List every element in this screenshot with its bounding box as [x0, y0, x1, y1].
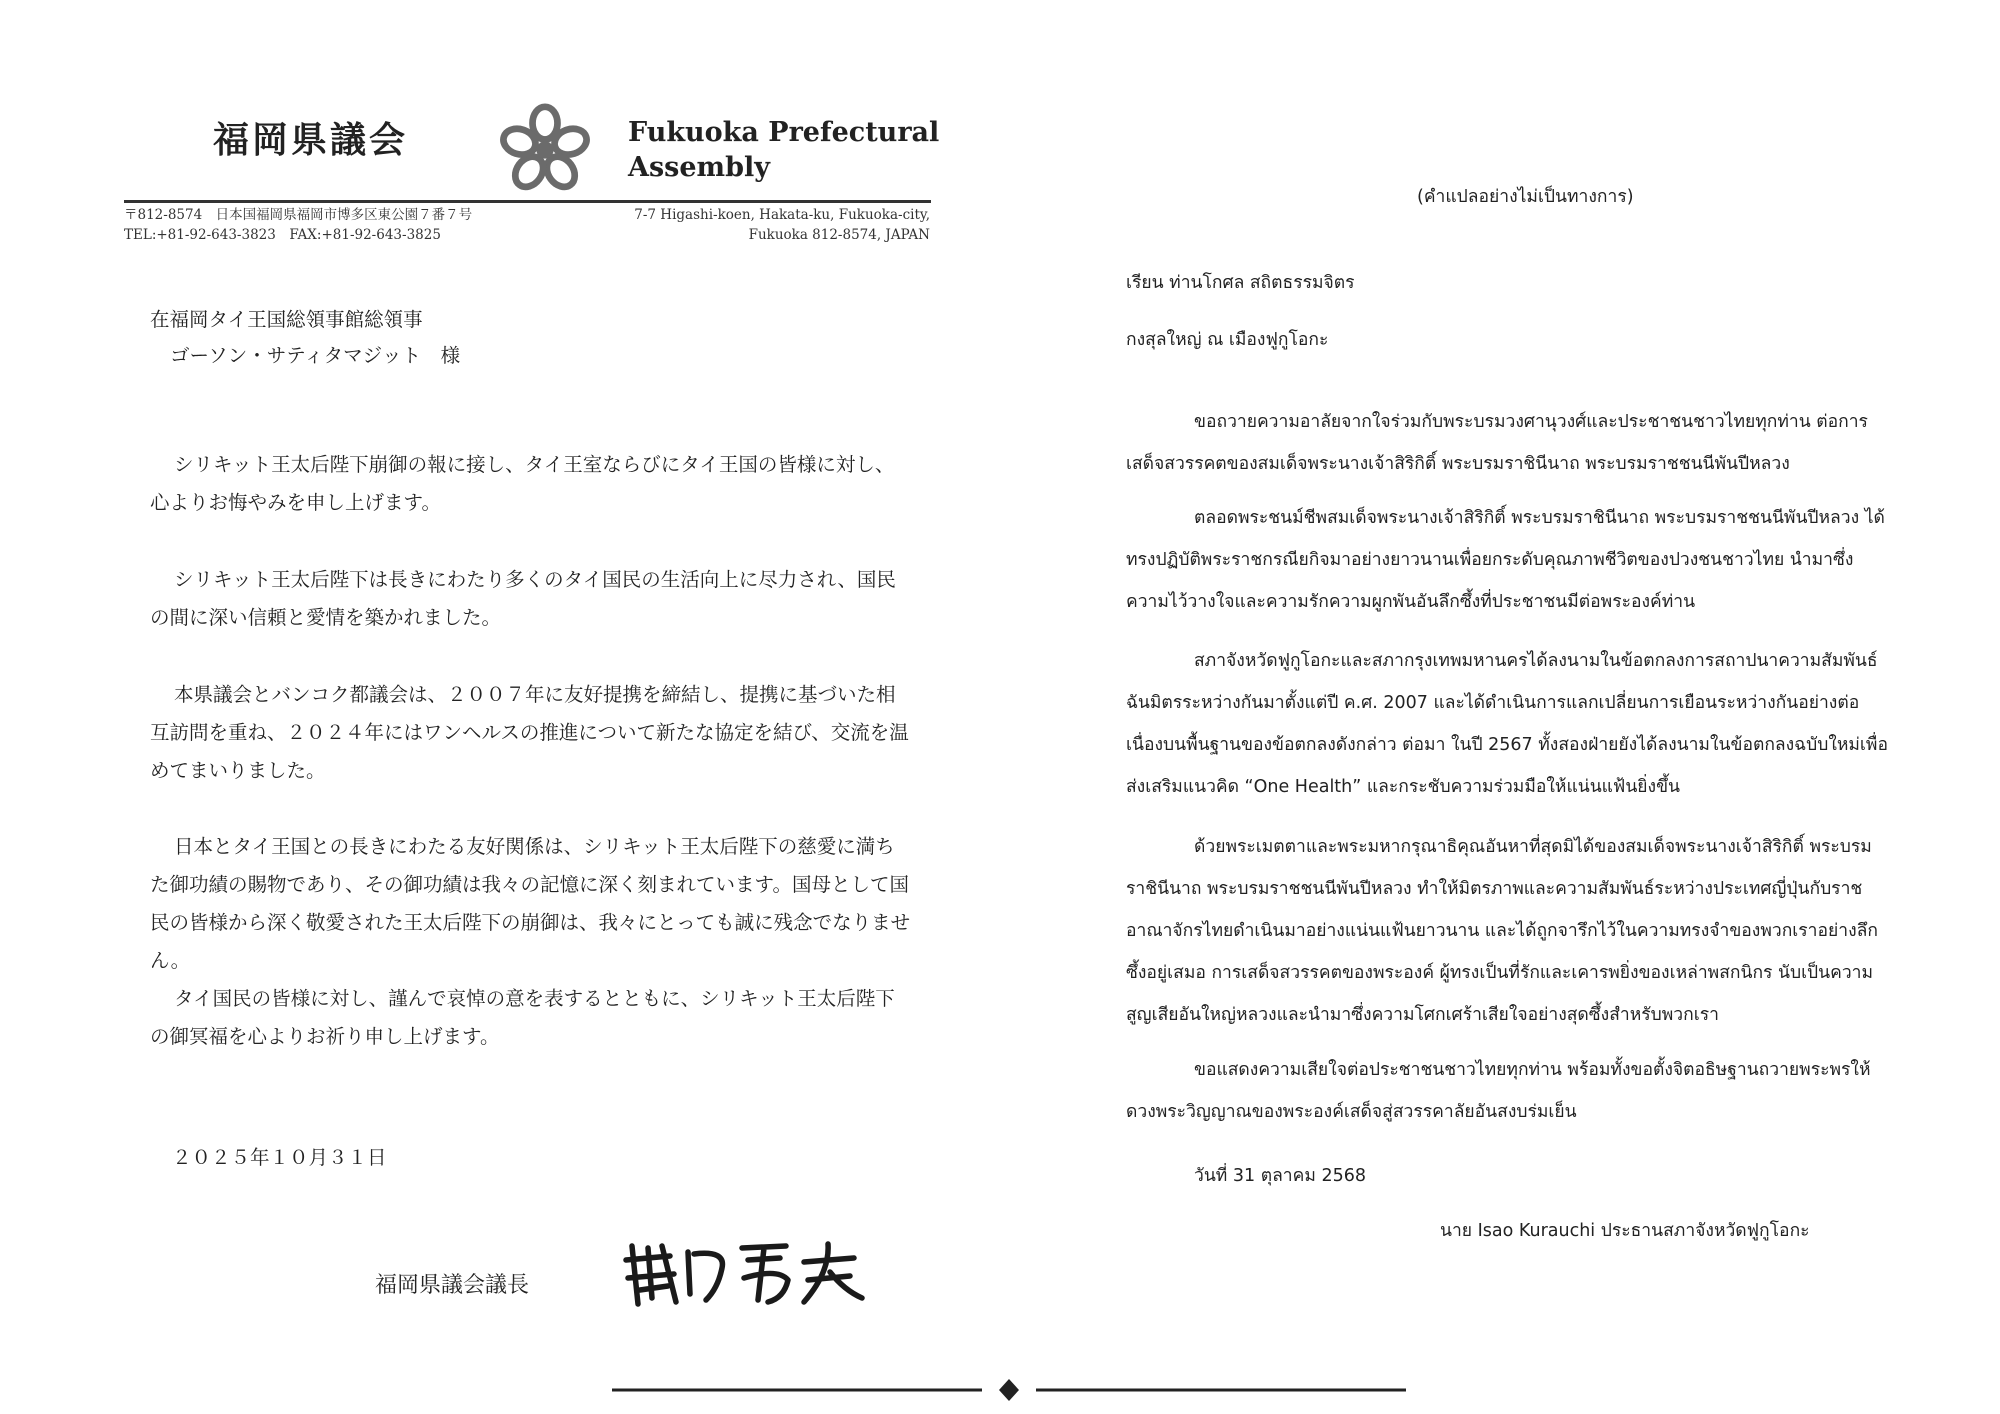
handwritten-signature	[618, 1238, 868, 1310]
letterhead-rule	[124, 200, 931, 203]
thai-paragraph-1: ขอถวายความอาลัยจากใจร่วมกับพระบรมวงศานุวงศ์และประชาชนชาวไทยทุกท่าน ต่อการเสด็จสวรรคตของสมเด็จพระนางเจ้าสิริกิติ์ พระบรมราชินีนาถ พระบรมราชชนนีพันปีหลวง	[1126, 412, 1868, 474]
jp-recipient-line1: 在福岡タイ王国総領事館総領事	[150, 308, 423, 331]
jp-paragraph-3: 本県議会とバンコク都議会は、２００７年に友好提携を締結し、提携に基づいた相互訪問を重ね、２０２４年にはワンヘルスの推進について新たな協定を結び、交流を温めてまいりました。	[150, 683, 909, 782]
jp-paragraph-1: シリキット王太后陛下崩御の報に接し、タイ王室ならびにタイ王国の皆様に対し、心よりお悔やみを申し上げます。	[150, 453, 895, 514]
assembly-name-japanese: 福岡県議会	[213, 119, 409, 161]
address-block-left	[124, 205, 472, 245]
jp-date: ２０２５年１０月３１日	[172, 1146, 387, 1169]
thai-title: กงสุลใหญ่ ณ เมืองฟูกูโอกะ	[1126, 330, 1329, 350]
jp-recipient	[150, 302, 460, 374]
address-english-line2: Fukuoka 812-8574, JAPAN	[748, 227, 930, 243]
thai-date: วันที่ 31 ตุลาคม 2568	[1194, 1166, 1366, 1186]
translation-note: (คำแปลอย่างไม่เป็นทางการ)	[1417, 187, 1634, 207]
address-japanese: 〒812-8574 日本国福岡県福岡市博多区東公園７番７号	[124, 207, 473, 223]
divider-diamond-icon	[999, 1379, 1019, 1401]
jp-paragraph-2: シリキット王太后陛下は長きにわたり多くのタイ国民の生活向上に尽力され、国民の間に深い信頼と愛情を築かれました。	[150, 568, 896, 629]
fukuoka-emblem-icon	[497, 102, 593, 198]
jp-paragraph-5: タイ国民の皆様に対し、謹んで哀悼の意を表するとともに、シリキット王太后陛下の御冥福を心よりお祈り申し上げます。	[150, 987, 895, 1048]
tel-fax: TEL:+81-92-643-3823 FAX:+81-92-643-3825	[124, 227, 441, 243]
thai-salutation: เรียน ท่านโกศล สถิตธรรมจิตร	[1126, 273, 1355, 293]
page-divider-ornament	[612, 1379, 1406, 1401]
thai-paragraph-4: ด้วยพระเมตตาและพระมหากรุณาธิคุณอันหาที่สุดมิได้ของสมเด็จพระนางเจ้าสิริกิติ์ พระบรมราชินีนาถ พระบรมราชชนนีพันปีหลวง ทำให้มิตรภาพและความสัมพันธ์ระหว่างประเทศญี่ปุ่นกับราชอาณาจักรไทยดำเนินมาอย่างแน่นแฟ้นยาวนาน และได้ถูกจารึกไว้ในความทรงจำของพวกเราอย่างลึกซึ้งอยู่เสมอ การเสด็จสวรรคตของพระองค์ ผู้ทรงเป็นที่รักและเคารพยิ่งของเหล่าพสกนิกร นับเป็นความสูญเสียอันใหญ่หลวงและนำมาซึ่งความโศกเศร้าเสียใจอย่างสุดซึ้งสำหรับพวกเรา	[1126, 837, 1878, 1025]
thai-paragraph-3: สภาจังหวัดฟูกูโอกะและสภากรุงเทพมหานครได้ลงนามในข้อตกลงการสถาปนาความสัมพันธ์ฉันมิตรระหว่างกันมาตั้งแต่ปี ค.ศ. 2007 และได้ดำเนินการแลกเปลี่ยนการเยือนระหว่างกันอย่างต่อเนื่องบนพื้นฐานของข้อตกลงดังกล่าว ต่อมา ในปี 2567 ทั้งสองฝ่ายยังได้ลงนามในข้อตกลงฉบับใหม่เพื่อส่งเสริมแนวคิด “One Health” และกระชับความร่วมมือให้แน่นแฟ้นยิ่งขึ้น	[1126, 651, 1888, 797]
jp-signatory-title: 福岡県議会議長	[375, 1273, 530, 1298]
address-english-line1: 7-7 Higashi-koen, Hakata-ku, Fukuoka-city,	[634, 207, 930, 223]
jp-paragraph-4: 日本とタイ王国との長きにわたる友好関係は、シリキット王太后陛下の慈愛に満ちた御功績の賜物であり、その御功績は我々の記憶に深く刻まれています。国母として国民の皆様から深く敬愛された王太后陛下の崩御は、我々にとっても誠に残念でなりません。	[150, 835, 911, 972]
thai-paragraph-5: ขอแสดงความเสียใจต่อประชาชนชาวไทยทุกท่าน พร้อมทั้งขอตั้งจิตอธิษฐานถวายพระพรให้ดวงพระวิญญาณของพระองค์เสด็จสู่สวรรคาลัยอันสงบร่มเย็น	[1126, 1060, 1871, 1122]
jp-recipient-line2: ゴーソン・サティタマジット 様	[170, 344, 461, 367]
assembly-name-english-line2: Assembly	[628, 152, 770, 183]
thai-signatory: นาย Isao Kurauchi ประธานสภาจังหวัดฟูกูโอกะ	[1440, 1221, 1810, 1241]
assembly-name-english	[628, 115, 939, 185]
assembly-name-english-line1: Fukuoka Prefectural	[628, 117, 940, 148]
address-block-right	[634, 205, 930, 245]
thai-paragraph-2: ตลอดพระชนม์ชีพสมเด็จพระนางเจ้าสิริกิติ์ พระบรมราชินีนาถ พระบรมราชชนนีพันปีหลวง ได้ทรงปฏิบัติพระราชกรณียกิจมาอย่างยาวนานเพื่อยกระดับคุณภาพชีวิตของปวงชนชาวไทย นำมาซึ่งความไว้วางใจและความรักความผูกพันอันลึกซึ้งที่ประชาชนมีต่อพระองค์ท่าน	[1126, 508, 1885, 612]
